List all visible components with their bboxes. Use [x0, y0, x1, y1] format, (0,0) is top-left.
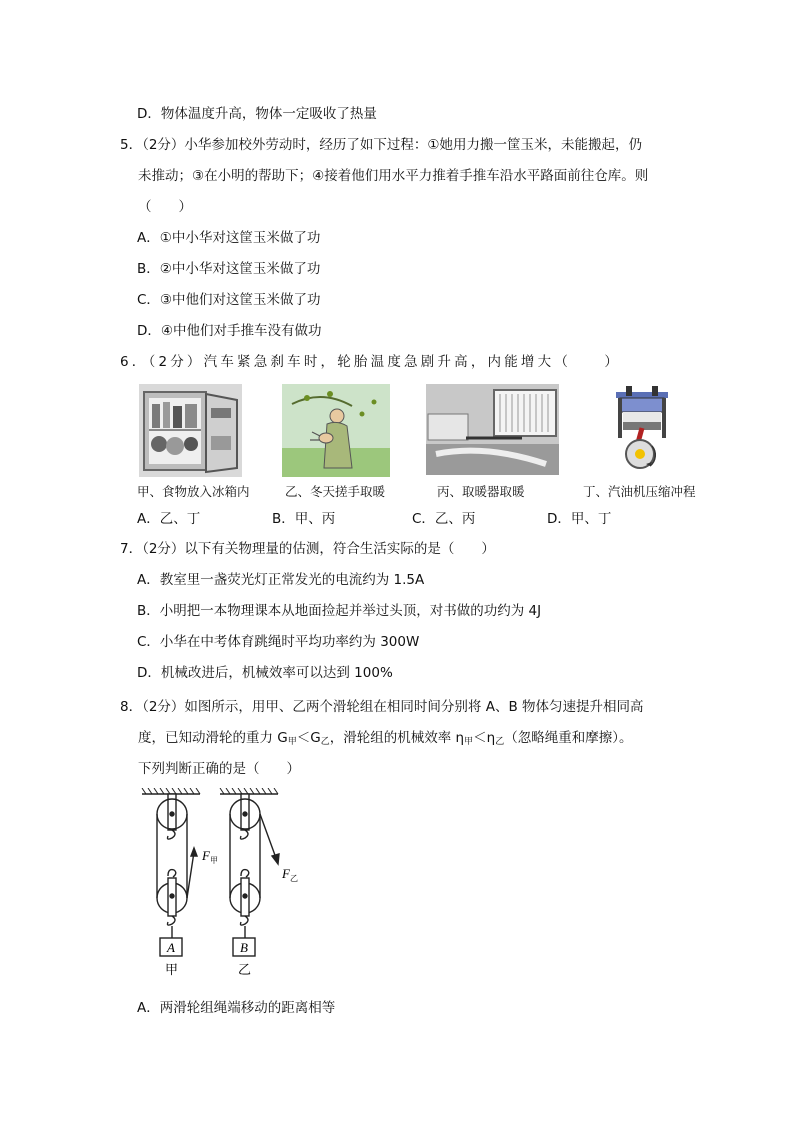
q5-option-c: C．③中他们对这筐玉米做了功 [137, 292, 321, 308]
q5-option-d: D．④中他们对手推车没有做功 [137, 323, 322, 339]
pulley-jia-label: 甲 [165, 963, 179, 978]
q5-option-a: A．①中小华对这筐玉米做了功 [137, 230, 321, 246]
q8-stem-line3: 下列判断正确的是（ ） [138, 761, 300, 777]
q7-stem: 7．（2分）以下有关物理量的估测，符合生活实际的是（ ） [120, 541, 495, 557]
engine-compression-image [606, 384, 678, 474]
caption-jia: 甲、食物放入冰箱内 [137, 484, 250, 499]
q5-stem-line2: 未推动；③在小明的帮助下；④接着他们用水平力推着手推车沿水平路面前往仓库。则 [138, 168, 649, 184]
q8-stem-line1: 8．（2分）如图所示，用甲、乙两个滑轮组在相同时间分别将 A、B 物体匀速提升相同高 [120, 699, 644, 715]
q7-option-a: A．教室里一盏荧光灯正常发光的电流约为 1.5A [137, 572, 425, 588]
fridge-image [139, 384, 242, 477]
caption-bing: 丙、取暖器取暖 [437, 484, 525, 499]
heater-image [426, 384, 559, 475]
rubbing-hands-image [282, 384, 390, 477]
caption-ding: 丁、汽油机压缩冲程 [583, 484, 696, 499]
force-yi-label: $F_乙$ [282, 866, 298, 883]
q6-option-c: C．乙、丙 [412, 511, 476, 527]
q5-stem-line1: 5．（2分）小华参加校外劳动时，经历了如下过程：①她用力搬一筐玉米，未能搬起，仍 [120, 137, 643, 153]
q6-stem: 6．（2分）汽车紧急刹车时，轮胎温度急剧升高，内能增大（ ） [120, 354, 622, 370]
force-jia-label: $F_甲$ [202, 848, 218, 865]
q7-option-c: C．小华在中考体育跳绳时平均功率约为 300W [137, 634, 420, 650]
q6-option-a: A．乙、丁 [137, 511, 201, 527]
q5-option-b: B．②中小华对这筐玉米做了功 [137, 261, 321, 277]
block-a-label: A [167, 940, 175, 955]
caption-yi: 乙、冬天搓手取暖 [285, 484, 386, 499]
q4-option-d: D．物体温度升高，物体一定吸收了热量 [137, 106, 377, 122]
q8-option-a: A．两滑轮组绳端移动的距离相等 [137, 1000, 336, 1016]
q8-stem-line2: 度，已知动滑轮的重力 $G_甲<G_乙$，滑轮组的机械效率 $\eta_甲<\eta_乙$（忽略绳重和摩擦）。 [138, 730, 633, 747]
pulley-diagram [138, 788, 308, 984]
q5-answer-blank: （ ） [138, 199, 192, 215]
q6-option-d: D．甲、丁 [547, 511, 612, 527]
block-b-label: B [240, 940, 248, 955]
q7-option-d: D．机械改进后，机械效率可以达到 100% [137, 665, 393, 681]
q6-option-b: B．甲、丙 [272, 511, 336, 527]
q7-option-b: B．小明把一本物理课本从地面捡起并举过头顶，对书做的功约为 4J [137, 603, 542, 619]
pulley-yi-label: 乙 [238, 963, 252, 978]
